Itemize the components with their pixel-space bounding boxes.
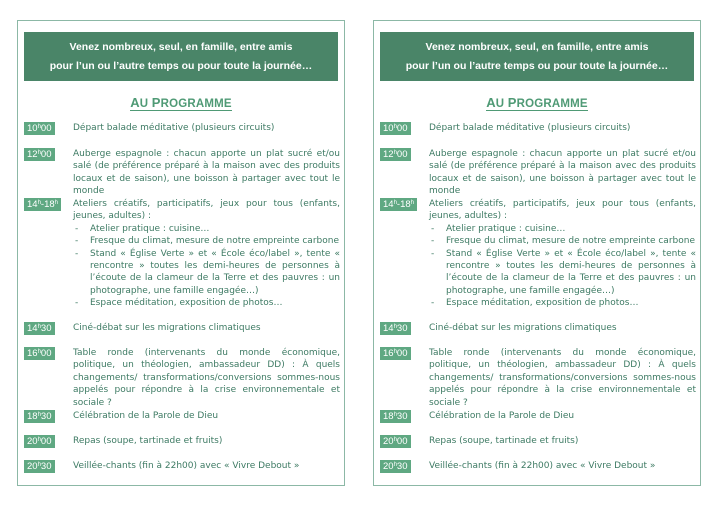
schedule-description	[429, 198, 696, 310]
time-badge: 20$^h$30	[380, 460, 411, 473]
schedule-description: Départ balade méditative (plusieurs circuits)	[73, 123, 275, 133]
time-badge: 14$^h$-18$^h$	[24, 198, 61, 211]
schedule-description	[73, 198, 340, 310]
schedule-description: Repas (soupe, tartinade et fruits)	[429, 436, 579, 446]
flyer-left	[17, 20, 345, 486]
schedule-description: Célébration de la Parole de Dieu	[429, 411, 575, 421]
banner-line-1: Venez nombreux, seul, en famille, entre amis	[69, 41, 293, 53]
invitation-banner	[24, 32, 338, 81]
time-badge: 14$^h$-18$^h$	[380, 198, 417, 211]
workshop-bullet: - Atelier pratique : cuisine…	[429, 223, 696, 235]
time-badge: 20$^h$30	[24, 460, 55, 473]
workshop-intro: Ateliers créatifs, participatifs, jeux pour tous (enfants, jeunes, adultes) :	[429, 199, 696, 222]
time-badge: 20$^h$00	[380, 435, 411, 448]
invitation-banner	[380, 32, 694, 81]
workshop-bullet: - Stand « Église Verte » et « École éco/label », tente « rencontre » toutes les demi-heures de personnes à l’écoute de la clameur de la Terre et des pauvres : un photographe, une famille engagée…)	[73, 248, 340, 298]
schedule-description: Célébration de la Parole de Dieu	[73, 411, 219, 421]
time-badge: 14$^h$30	[24, 322, 55, 335]
workshop-bullet: - Espace méditation, exposition de photos…	[73, 297, 340, 309]
time-badge: 10$^h$00	[380, 122, 411, 135]
time-badge: 16$^h$00	[380, 347, 411, 360]
schedule-description: Auberge espagnole : chacun apporte un plat sucré et/ou salé (de préférence préparé à la maison avec des produits locaux et de saison), une boisson à partager avec tout le monde	[73, 149, 340, 197]
workshop-bullet: - Fresque du climat, mesure de notre empreinte carbone	[73, 235, 340, 247]
schedule-description: Départ balade méditative (plusieurs circuits)	[429, 123, 631, 133]
workshop-bullet: - Stand « Église Verte » et « École éco/label », tente « rencontre » toutes les demi-heures de personnes à l’écoute de la clameur de la Terre et des pauvres : un photographe, une famille engagée…)	[429, 248, 696, 298]
workshop-list	[73, 223, 340, 310]
schedule-description: Ciné-débat sur les migrations climatiques	[429, 323, 617, 333]
schedule-description: Auberge espagnole : chacun apporte un plat sucré et/ou salé (de préférence préparé à la maison avec des produits locaux et de saison), une boisson à partager avec tout le monde	[429, 149, 696, 197]
schedule-description: Ciné-débat sur les migrations climatiques	[73, 323, 261, 333]
banner-line-2: pour l’un ou l’autre temps ou pour toute la journée…	[49, 60, 313, 72]
time-badge: 14$^h$30	[380, 322, 411, 335]
time-badge: 18$^h$30	[380, 410, 411, 423]
schedule-description: Veillée-chants (fin à 22h00) avec « Vivre Debout »	[73, 461, 300, 471]
schedule-description: Veillée-chants (fin à 22h00) avec « Vivre Debout »	[429, 461, 656, 471]
time-badge: 18$^h$30	[24, 410, 55, 423]
program-title: AU PROGRAMME	[130, 95, 232, 110]
program-title: AU PROGRAMME	[486, 95, 588, 110]
workshop-intro: Ateliers créatifs, participatifs, jeux pour tous (enfants, jeunes, adultes) :	[73, 199, 340, 222]
workshop-bullet: - Atelier pratique : cuisine…	[73, 223, 340, 235]
workshop-list	[429, 223, 696, 310]
time-badge: 12$^h$00	[380, 148, 411, 161]
banner-line-2: pour l’un ou l’autre temps ou pour toute la journée…	[405, 60, 669, 72]
schedule-description: Table ronde (intervenants du monde économique, politique, un théologien, ambassadeur DD) : À quels changements/ transformations/conversions sommes-nous appelés pour répondre à la crise environnementale et sociale ?	[73, 348, 340, 408]
schedule-description: Table ronde (intervenants du monde économique, politique, un théologien, ambassadeur DD) : À quels changements/ transformations/conversions sommes-nous appelés pour répondre à la crise environnementale et sociale ?	[429, 348, 696, 408]
banner-line-1: Venez nombreux, seul, en famille, entre amis	[425, 41, 649, 53]
time-badge: 12$^h$00	[24, 148, 55, 161]
workshop-bullet: - Fresque du climat, mesure de notre empreinte carbone	[429, 235, 696, 247]
time-badge: 20$^h$00	[24, 435, 55, 448]
workshop-bullet: - Espace méditation, exposition de photos…	[429, 297, 696, 309]
schedule-description: Repas (soupe, tartinade et fruits)	[73, 436, 223, 446]
flyer-right	[373, 20, 701, 486]
time-badge: 10$^h$00	[24, 122, 55, 135]
time-badge: 16$^h$00	[24, 347, 55, 360]
